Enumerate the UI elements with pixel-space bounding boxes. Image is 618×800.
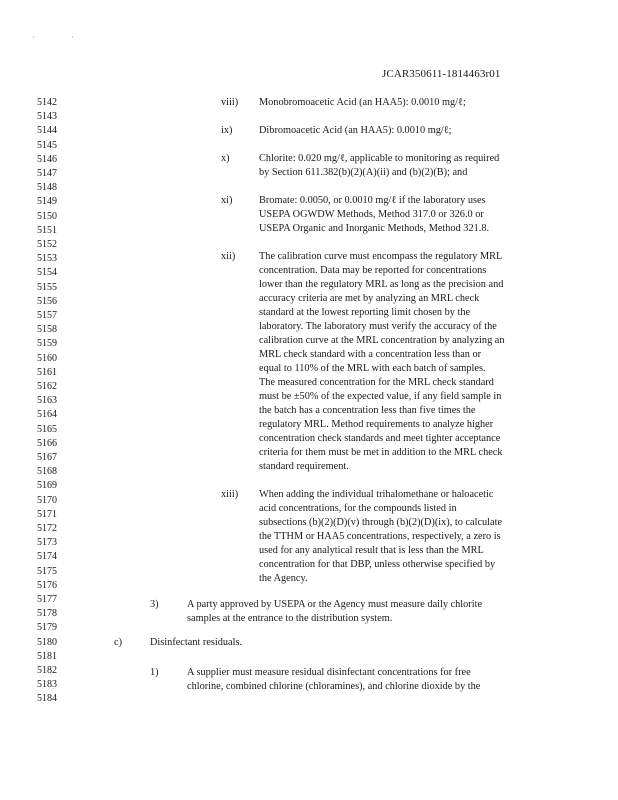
item-text-line: the batch has a concentration less than five times the — [259, 405, 476, 416]
item-text-line: the TTHM or HAA5 concentrations, respectively, a zero is — [259, 531, 501, 542]
item-text-line: acid concentrations, for the compounds listed in — [259, 503, 457, 514]
line-number: 5163 — [37, 395, 57, 407]
item-text-line: by Section 611.382(b)(2)(A)(ii) and (b)(2)(B); and — [259, 167, 468, 178]
item-text-line: When adding the individual trihalomethane or haloacetic — [259, 489, 494, 500]
line-number: 5142 — [37, 97, 57, 108]
line-number: 5147 — [37, 168, 57, 179]
line-number: 5178 — [37, 608, 57, 620]
item-text-line: The measured concentration for the MRL check standard — [259, 377, 494, 388]
item-text-line: laboratory. The laboratory must verify the accuracy of the — [259, 321, 497, 332]
line-number: 5175 — [37, 565, 57, 577]
item-text-line: subsections (b)(2)(D)(v) through (b)(2)(D)(ix), to calculate — [259, 517, 503, 528]
line-number: 5177 — [37, 594, 57, 605]
item-text-line: concentration for that DBP, unless otherwise specified by — [259, 559, 496, 570]
item-text-line: The calibration curve must encompass the regulatory MRL — [259, 251, 503, 262]
item-text-line: Bromate: 0.0050, or 0.0010 mg/ℓ if the laboratory uses — [259, 195, 486, 206]
item-text-line: equal to 110% of the MRL with each batch of samples. — [259, 363, 486, 374]
line-number: 5153 — [37, 253, 57, 265]
line-number: 5159 — [37, 338, 57, 350]
item-text-line: the Agency. — [259, 573, 308, 584]
line-number: 5160 — [37, 352, 57, 364]
line-number: 5148 — [37, 182, 57, 194]
line-number: 5181 — [37, 650, 57, 662]
scan-mark: ' — [33, 36, 35, 42]
item-text: Dibromoacetic Acid (an HAA5): 0.0010 mg/ℓ; — [259, 125, 452, 136]
line-number: 5183 — [37, 679, 57, 691]
line-number: 5146 — [37, 153, 57, 165]
line-number: 5184 — [37, 693, 57, 705]
paragraph-text-line: samples at the entrance to the distribution system. — [187, 613, 393, 624]
line-number: 5156 — [37, 295, 57, 307]
line-number: 5173 — [37, 537, 57, 549]
line-number: 5152 — [37, 239, 57, 250]
paragraph-marker: 1) — [150, 667, 159, 678]
line-number: 5149 — [37, 196, 57, 208]
line-number: 5170 — [37, 494, 57, 506]
item-text-line: concentration. Data may be reported for concentrations — [259, 265, 487, 276]
item-marker: ix) — [221, 125, 233, 136]
line-number: 5167 — [37, 452, 57, 463]
section-heading: Disinfectant residuals. — [150, 637, 243, 648]
scan-mark: ' — [72, 36, 74, 42]
item-text-line: standard at the lowest reporting limit chosen by the — [259, 307, 471, 318]
line-number: 5168 — [37, 466, 57, 478]
line-number: 5161 — [37, 366, 57, 378]
line-number: 5172 — [37, 523, 57, 534]
item-text-line: calibration curve at the MRL concentration by analyzing an — [259, 335, 505, 346]
line-number: 5155 — [37, 281, 57, 293]
item-marker: xi) — [221, 195, 233, 206]
item-text-line: regulatory MRL. Method requirements to analyze higher — [259, 419, 494, 430]
item-text-line: used for any analytical result that is less than the MRL — [259, 545, 484, 556]
line-number: 5179 — [37, 622, 57, 634]
line-number: 5145 — [37, 139, 57, 151]
paragraph-marker: 3) — [150, 599, 159, 610]
line-number: 5144 — [37, 125, 57, 137]
item-text-line: must be ±50% of the expected value, if any field sample in — [259, 391, 502, 402]
line-number: 5165 — [37, 423, 57, 435]
paragraph-text-line: A party approved by USEPA or the Agency must measure daily chlorite — [187, 599, 483, 610]
line-number: 5176 — [37, 579, 57, 591]
line-number: 5150 — [37, 210, 57, 222]
paragraph-text-line: A supplier must measure residual disinfectant concentrations for free — [187, 667, 471, 678]
line-number: 5169 — [37, 480, 57, 492]
item-text-line: criteria for them must be met in addition to the MRL check — [259, 447, 503, 458]
item-marker: xii) — [221, 251, 236, 262]
line-number: 5154 — [37, 267, 57, 279]
line-number: 5157 — [37, 310, 57, 321]
paragraph-text-line: chlorine, combined chlorine (chloramines), and chlorine dioxide by the — [187, 681, 481, 692]
line-number: 5182 — [37, 665, 57, 676]
item-text: Monobromoacetic Acid (an HAA5): 0.0010 mg/ℓ; — [259, 97, 466, 108]
item-marker: viii) — [221, 97, 239, 108]
line-number: 5151 — [37, 224, 57, 236]
item-marker: x) — [221, 153, 230, 164]
item-marker: xiii) — [221, 489, 239, 500]
section-marker: c) — [114, 637, 122, 648]
item-text-line: USEPA OGWDW Methods, Method 317.0 or 326.0 or — [259, 209, 484, 220]
item-text-line: accuracy criteria are met by analyzing an MRL check — [259, 293, 480, 304]
line-number: 5166 — [37, 437, 57, 449]
line-number: 5143 — [37, 111, 57, 123]
line-number: 5171 — [37, 508, 57, 520]
item-text-line: standard requirement. — [259, 461, 349, 472]
item-text-line: lower than the regulatory MRL as long as the precision and — [259, 279, 504, 290]
line-number: 5174 — [37, 551, 57, 563]
item-text-line: USEPA Organic and Inorganic Methods, Method 321.8. — [259, 223, 490, 234]
document-id: JCAR350611-1814463r01 — [382, 68, 501, 80]
line-number: 5158 — [37, 324, 57, 336]
line-number: 5180 — [37, 636, 57, 648]
line-number: 5162 — [37, 381, 57, 392]
item-text-line: concentration check standards and meet tighter acceptance — [259, 433, 501, 444]
line-number: 5164 — [37, 409, 57, 421]
item-text-line: MRL check standard with a concentration less than or — [259, 349, 482, 360]
item-text-line: Chlorite: 0.020 mg/ℓ, applicable to monitoring as required — [259, 153, 500, 164]
